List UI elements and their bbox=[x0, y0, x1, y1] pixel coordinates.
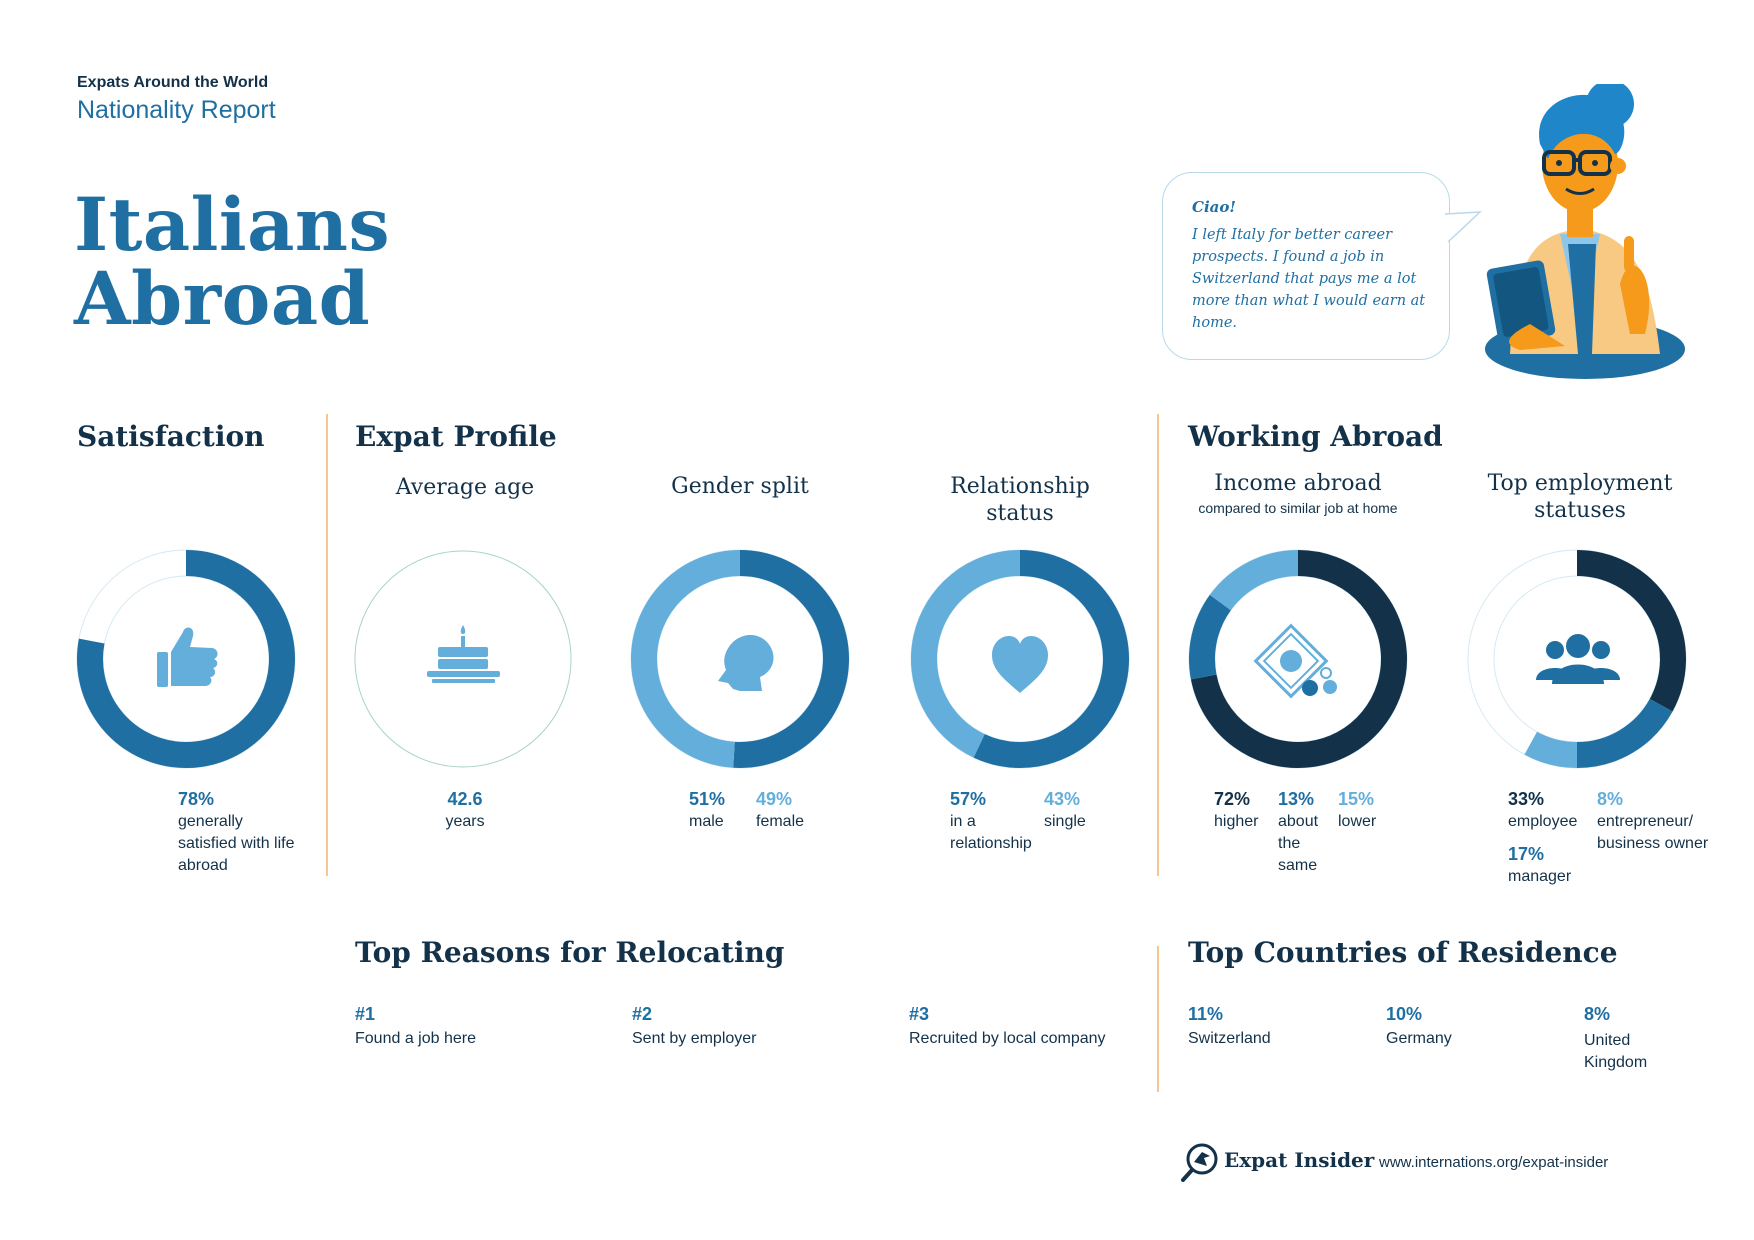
donut-track bbox=[1494, 576, 1660, 742]
section-working-abroad: Working Abroad bbox=[1188, 420, 1443, 453]
gender-male-value: 51% bbox=[689, 789, 726, 809]
section-top-reasons: Top Reasons for Relocating bbox=[355, 936, 785, 969]
employment_statuses-slice-2 bbox=[1531, 743, 1577, 755]
satisfaction-label: generally satisfied with life abroad bbox=[178, 813, 295, 874]
relationship-label: in a relationship bbox=[950, 813, 1032, 852]
reason-1-rank: #1 bbox=[355, 1004, 376, 1024]
reason-2-rank: #2 bbox=[632, 1004, 653, 1024]
quote-text: I left Italy for better career prospects. I found a job in Switzerland that pays me a lot more than what I would earn at home. bbox=[1192, 227, 1426, 331]
thumbs-up-icon bbox=[157, 627, 218, 687]
chart-subtitle-income: compared to similar job at home bbox=[1198, 500, 1398, 516]
chart-title-gender-split: Gender split bbox=[671, 474, 809, 499]
expat-insider-logo-icon bbox=[1180, 1142, 1222, 1182]
chart-title-income: Income abroad bbox=[1214, 471, 1382, 496]
report-subtitle: Nationality Report bbox=[77, 96, 276, 124]
section-satisfaction: Satisfaction bbox=[77, 420, 265, 453]
income-same-label: about the same bbox=[1278, 813, 1319, 874]
money-icon bbox=[1256, 626, 1337, 697]
reason-1-text: Found a job here bbox=[355, 1030, 476, 1047]
single-label: single bbox=[1044, 813, 1086, 830]
cake-icon bbox=[427, 625, 500, 683]
country-2-value: 10% bbox=[1386, 1004, 1423, 1024]
heart-icon bbox=[992, 636, 1048, 693]
manager-value: 17% bbox=[1508, 844, 1545, 864]
footer-url[interactable]: www.internations.org/expat-insider bbox=[1379, 1154, 1609, 1171]
income-higher-label: higher bbox=[1214, 813, 1259, 830]
entrepreneur-label: entrepreneur/ business owner bbox=[1597, 813, 1709, 852]
country-1-name: Switzerland bbox=[1188, 1030, 1271, 1047]
employee-value: 33% bbox=[1508, 789, 1545, 809]
country-3-value: 8% bbox=[1584, 1004, 1611, 1024]
gender-female-value: 49% bbox=[756, 789, 793, 809]
income-lower-label: lower bbox=[1338, 813, 1377, 830]
country-1-value: 11% bbox=[1188, 1004, 1224, 1024]
relationship-value: 57% bbox=[950, 789, 987, 809]
gender-female-label: female bbox=[756, 813, 805, 830]
income_abroad-slice-2 bbox=[1220, 563, 1298, 603]
reason-2-text: Sent by employer bbox=[632, 1030, 757, 1047]
section-top-countries: Top Countries of Residence bbox=[1188, 936, 1618, 969]
gender-male-label: male bbox=[689, 813, 724, 830]
income-higher-value: 72% bbox=[1214, 789, 1251, 809]
footer-brand: Expat Insider bbox=[1224, 1148, 1375, 1172]
title-line-1: Italians bbox=[74, 182, 391, 268]
average-age-unit: years bbox=[445, 813, 485, 830]
country-3-name: United Kingdom bbox=[1584, 1032, 1648, 1071]
head-icon bbox=[718, 635, 774, 691]
chart-title-average-age: Average age bbox=[395, 475, 535, 500]
satisfaction-value: 78% bbox=[178, 789, 215, 809]
income-same-value: 13% bbox=[1278, 789, 1315, 809]
title-line-2: Abroad bbox=[74, 256, 371, 342]
income-lower-value: 15% bbox=[1338, 789, 1375, 809]
employee-label: employee bbox=[1508, 813, 1578, 830]
section-expat-profile: Expat Profile bbox=[355, 420, 557, 453]
chart-title-employment: Top employment statuses bbox=[1487, 471, 1673, 523]
reason-3-text: Recruited by local company bbox=[909, 1030, 1106, 1047]
quote-greeting: Ciao! bbox=[1192, 198, 1236, 216]
reason-3-rank: #3 bbox=[909, 1004, 930, 1024]
report-kicker: Expats Around the World bbox=[77, 74, 269, 91]
people-icon bbox=[1536, 634, 1620, 684]
single-value: 43% bbox=[1044, 789, 1081, 809]
manager-label: manager bbox=[1508, 868, 1572, 885]
entrepreneur-value: 8% bbox=[1597, 789, 1624, 809]
average-age-value: 42.6 bbox=[447, 789, 483, 809]
country-2-name: Germany bbox=[1386, 1030, 1452, 1047]
chart-title-relationship: Relationship status bbox=[950, 474, 1090, 526]
donut-employment-statuses bbox=[1468, 550, 1686, 768]
